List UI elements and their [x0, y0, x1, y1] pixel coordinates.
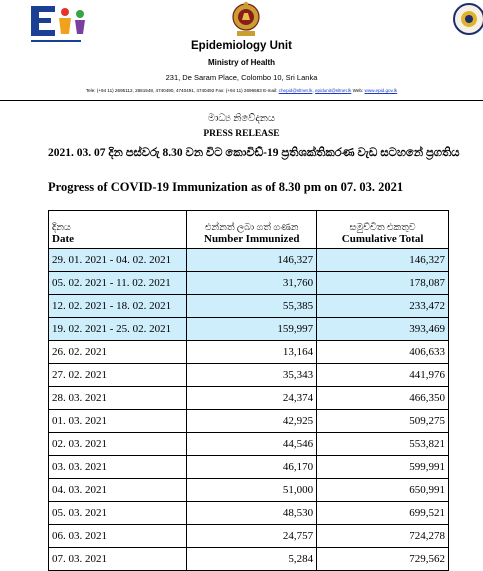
table-row	[49, 341, 449, 364]
number-cell: 44,546	[187, 433, 317, 456]
table-row	[49, 433, 449, 456]
date-cell: 05. 03. 2021	[49, 502, 187, 525]
org-name: Epidemiology Unit	[191, 40, 292, 52]
table-row	[49, 548, 449, 571]
heading-english: Progress of COVID-19 Immunization as of 8.30 pm on 07. 03. 2021	[48, 180, 404, 194]
header-divider	[0, 100, 483, 101]
cumulative-cell: 393,469	[317, 318, 449, 341]
table-row	[49, 410, 449, 433]
date-cell: 04. 03. 2021	[49, 479, 187, 502]
cumulative-cell: 233,472	[317, 295, 449, 318]
date-cell: 19. 02. 2021 - 25. 02. 2021	[49, 318, 187, 341]
table-row	[49, 387, 449, 410]
date-cell: 03. 03. 2021	[49, 456, 187, 479]
date-cell: 27. 02. 2021	[49, 364, 187, 387]
media-release-title-si: මාධ්‍ය නිවේදනය	[207, 113, 276, 124]
table-row	[49, 295, 449, 318]
sri-lanka-emblem-icon	[231, 0, 261, 38]
date-cell: 01. 03. 2021	[49, 410, 187, 433]
number-cell: 146,327	[187, 249, 317, 272]
date-cell: 05. 02. 2021 - 11. 02. 2021	[49, 272, 187, 295]
table-body	[49, 249, 449, 571]
table-row	[49, 272, 449, 295]
cumulative-cell: 650,991	[317, 479, 449, 502]
column-header-date: දිනය Date	[49, 211, 187, 249]
cumulative-cell: 178,087	[317, 272, 449, 295]
column-header-number: එන්නත් ලබා ගත් ගණන Number Immunized	[187, 211, 317, 249]
date-cell: 29. 01. 2021 - 04. 02. 2021	[49, 249, 187, 272]
number-cell: 35,343	[187, 364, 317, 387]
date-cell: 07. 03. 2021	[49, 548, 187, 571]
cumulative-cell: 699,521	[317, 502, 449, 525]
table-header-row	[49, 211, 449, 249]
date-cell: 02. 03. 2021	[49, 433, 187, 456]
email-link-epidunit[interactable]: epidunit@sltnet.lk	[315, 88, 352, 93]
number-cell: 46,170	[187, 456, 317, 479]
table-row	[49, 364, 449, 387]
cumulative-cell: 406,633	[317, 341, 449, 364]
heading-sinhala: 2021. 03. 07 දින පස්වරු 8.30 වන විට කොවිඩ්-19 ප්‍රතිශක්තිකරණ වැඩ සටහනේ ප්‍රගතිය	[48, 147, 460, 159]
table-row	[49, 318, 449, 341]
number-cell: 31,760	[187, 272, 317, 295]
date-cell: 28. 03. 2021	[49, 387, 187, 410]
cumulative-cell: 599,991	[317, 456, 449, 479]
press-release-label: PRESS RELEASE	[203, 129, 280, 139]
partner-seal-icon	[452, 2, 483, 36]
cumulative-cell: 724,278	[317, 525, 449, 548]
email-link-chepid[interactable]: chepid@sltnet.lk	[278, 88, 313, 93]
table-row	[49, 502, 449, 525]
date-cell: 12. 02. 2021 - 18. 02. 2021	[49, 295, 187, 318]
number-cell: 13,164	[187, 341, 317, 364]
website-link[interactable]: www.epid.gov.lk	[364, 88, 398, 93]
ministry-name: Ministry of Health	[207, 58, 276, 67]
number-cell: 5,284	[187, 548, 317, 571]
number-cell: 42,925	[187, 410, 317, 433]
number-cell: 159,997	[187, 318, 317, 341]
cumulative-cell: 466,350	[317, 387, 449, 410]
cumulative-cell: 509,275	[317, 410, 449, 433]
column-header-cumulative: සමුච්චිත එකතුව Cumulative Total	[317, 211, 449, 249]
date-cell: 26. 02. 2021	[49, 341, 187, 364]
number-cell: 55,385	[187, 295, 317, 318]
cumulative-cell: 729,562	[317, 548, 449, 571]
cumulative-cell: 146,327	[317, 249, 449, 272]
table-row	[49, 479, 449, 502]
table-row	[49, 525, 449, 548]
number-cell: 24,757	[187, 525, 317, 548]
web-prefix: Web:	[351, 88, 365, 93]
table-row	[49, 249, 449, 272]
date-cell: 06. 03. 2021	[49, 525, 187, 548]
number-cell: 48,530	[187, 502, 317, 525]
immunization-table	[48, 210, 449, 571]
contact-prefix: Tele: (+94 11) 2695112, 2681548, 4740490, 4740491, 4740492 Fax: (+94 11) 2696583 E-mail:	[85, 88, 279, 93]
table-row	[49, 456, 449, 479]
contact-line: Tele: (+94 11) 2695112, 2681548, 4740490, 4740491, 4740492 Fax: (+94 11) 2696583 E-mail: chepid@sltnet.lk, epidunit@sltnet.lk Web: www.epid.gov.lk	[85, 88, 398, 93]
address: 231, De Saram Place, Colombo 10, Sri Lanka	[165, 73, 318, 82]
cumulative-cell: 441,976	[317, 364, 449, 387]
cumulative-cell: 553,821	[317, 433, 449, 456]
number-cell: 51,000	[187, 479, 317, 502]
number-cell: 24,374	[187, 387, 317, 410]
